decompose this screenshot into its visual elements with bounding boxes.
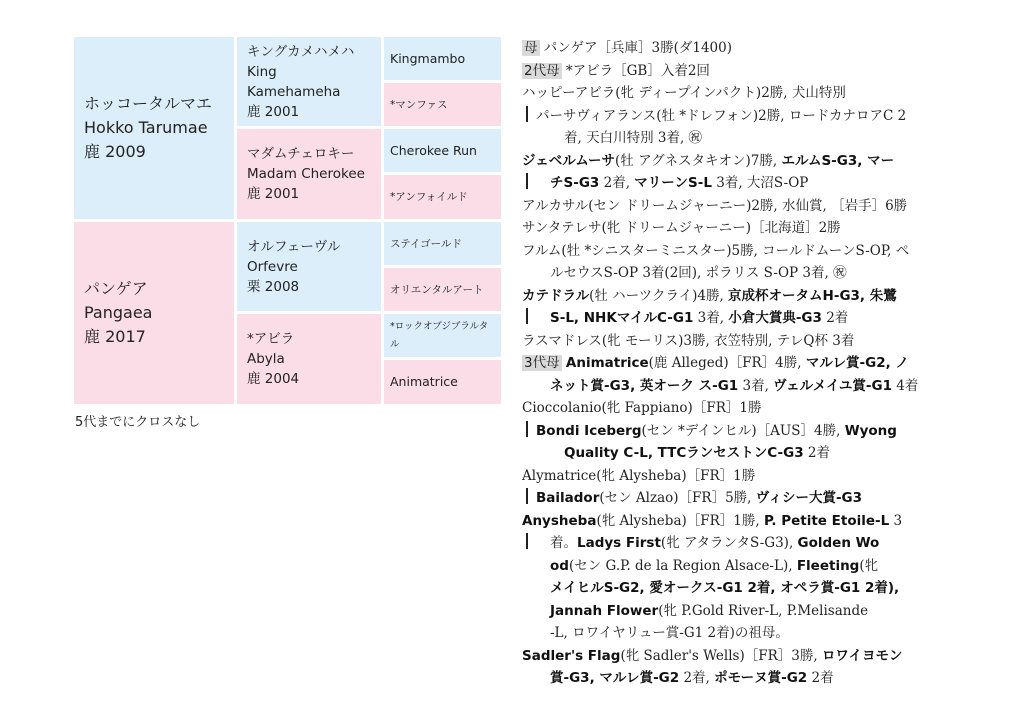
family-line: Anysheba(牝 Alysheba)［FR］1勝, P. Petite Etoile-L 3	[522, 512, 903, 529]
g3-cell: Kingmambo	[384, 37, 501, 80]
sire-dam-en: Madam Cherokee	[247, 166, 365, 182]
family-line: ラスマドレス(牝 モーリス)3勝, 衣笠特別, テレQ杯 3着	[522, 332, 855, 349]
dam-en: Pangaea	[84, 303, 153, 322]
family-line: 着。Ladys First(牝 アタランタS-G3), Golden Wo	[522, 532, 952, 555]
sire-sire-cell	[237, 37, 381, 126]
family-line: サンタテレサ(牝 ドリームジャーニー)［北海道］2勝	[522, 220, 841, 236]
family-line: od(セン G.P. de la Region Alsace-L), Fleeting(牝	[550, 557, 879, 574]
sire-dam-year: 鹿 2001	[247, 186, 300, 202]
sire-sire-jp: キングカメハメハ	[247, 43, 355, 60]
g3-cell: *アンフォイルド	[384, 175, 501, 219]
family-line: 着, 天白川特別 3着, ㊗	[564, 130, 703, 146]
sire-dam-jp: マダムチェロキー	[247, 146, 355, 162]
indent-bar	[526, 421, 528, 437]
sire-sire-en: King Kamehameha	[247, 63, 341, 100]
dam-dam-en: Abyla	[247, 351, 285, 367]
family-line: ジェベルムーサ(牡 アグネスタキオン)7勝, エルムS-G3, マー	[522, 152, 895, 169]
family-line: Cioccolanio(牝 Fappiano)［FR］1勝	[522, 400, 762, 416]
generation-tag: 3代母	[524, 355, 560, 371]
family-text	[522, 37, 952, 690]
family-line: メイヒルS-G2, 愛オークス-G1 2着, オペラ賞-G1 2着),	[550, 580, 900, 596]
family-line: カテドラル(牡 ハーツクライ)4勝, 京成杯オータムH-G3, 朱鷺	[522, 287, 897, 304]
indent-bar	[526, 533, 528, 549]
sire-cell	[74, 37, 234, 219]
family-line: パーサヴィアランス(牡 *ドレフォン)2勝, ロードカナロアC 2	[522, 105, 952, 128]
indent-bar	[526, 173, 528, 189]
generation-tag: 母	[524, 40, 538, 56]
pedigree-table	[74, 37, 501, 404]
family-line: 3代母 Animatrice(鹿 Alleged)［FR］4勝, マルレ賞-G2, ノ	[524, 355, 909, 371]
generation-tag: 2代母	[524, 62, 560, 79]
family-line: Alymatrice(牝 Alysheba)［FR］1勝	[522, 467, 756, 484]
family-line: ネット賞-G3, 英オーク ス-G1 3着, ヴェルメイユ賞-G1 4着	[550, 377, 919, 394]
family-line: チS-G3 2着, マリーンS-L 3着, 大沼S-OP	[522, 172, 952, 195]
dam-sire-cell	[237, 222, 381, 311]
dam-dam-year: 鹿 2004	[247, 371, 300, 387]
family-line: Jannah Flower(牝 P.Gold River-L, P.Melisande	[550, 602, 869, 619]
family-line: アルカサル(セン ドリームジャーニー)2勝, 水仙賞, ［岩手］6勝	[522, 197, 908, 214]
family-line: Bondi Iceberg(セン *デインヒル)［AUS］4勝, Wyong	[522, 420, 952, 443]
sire-en: Hokko Tarumae	[84, 118, 208, 137]
indent-bar	[526, 488, 528, 504]
sire-dam-cell	[237, 129, 381, 219]
g3-cell: *マンファス	[384, 83, 501, 126]
dam-sire-en: Orfevre	[247, 258, 298, 275]
family-line: 母 パンゲア［兵庫］3勝(ダ1400)	[524, 40, 733, 56]
dam-year: 鹿 2017	[84, 327, 146, 346]
family-line: Sadler's Flag(牝 Sadler's Wells)［FR］3勝, ロワイヨモン	[522, 647, 903, 664]
family-line: Bailador(セン Alzao)［FR］5勝, ヴィシー大賞-G3	[522, 487, 952, 510]
family-line: S-L, NHKマイルC-G1 3着, 小倉大賞典-G3 2着	[522, 307, 952, 330]
dam-jp: パンゲア	[84, 279, 148, 298]
family-line: 賞-G3, マルレ賞-G2 2着, ポモーヌ賞-G2 2着	[550, 670, 834, 686]
g3-cell: *ロックオブジブラルタル	[384, 314, 501, 357]
dam-dam-jp: *アビラ	[247, 331, 295, 347]
sire-year: 鹿 2009	[84, 142, 146, 161]
family-line: 2代母 *アビラ［GB］入着2回	[524, 62, 710, 79]
sire-jp: ホッコータルマエ	[84, 94, 213, 113]
cross-note: 5代までにクロスなし	[75, 415, 201, 430]
family-line: Quality C-L, TTCランセストンC-G3 2着	[564, 445, 830, 461]
dam-sire-jp: オルフェーヴル	[247, 238, 341, 255]
g3-cell: ステイゴールド	[384, 222, 501, 265]
family-line: フルム(牡 *シニスターミニスター)5勝, コールドムーンS-OP, ペ	[522, 242, 910, 259]
indent-bar	[526, 106, 528, 122]
dam-dam-cell	[237, 314, 381, 404]
dam-sire-year: 栗 2008	[247, 278, 300, 295]
family-line: ルセウスS-OP 3着(2回), ポラリス S-OP 3着, ㊗	[550, 265, 847, 281]
g3-cell: Animatrice	[384, 360, 501, 404]
sire-sire-year: 鹿 2001	[247, 103, 300, 120]
family-line: -L, ロワイヤリュー賞-G1 2着)の祖母。	[550, 625, 789, 641]
family-line: ハッピーアビラ(牝 ディープインパクト)2勝, 犬山特別	[522, 85, 846, 101]
indent-bar	[526, 308, 528, 324]
dam-cell	[74, 222, 234, 404]
g3-cell: Cherokee Run	[384, 129, 501, 172]
g3-cell: オリエンタルアート	[384, 268, 501, 311]
